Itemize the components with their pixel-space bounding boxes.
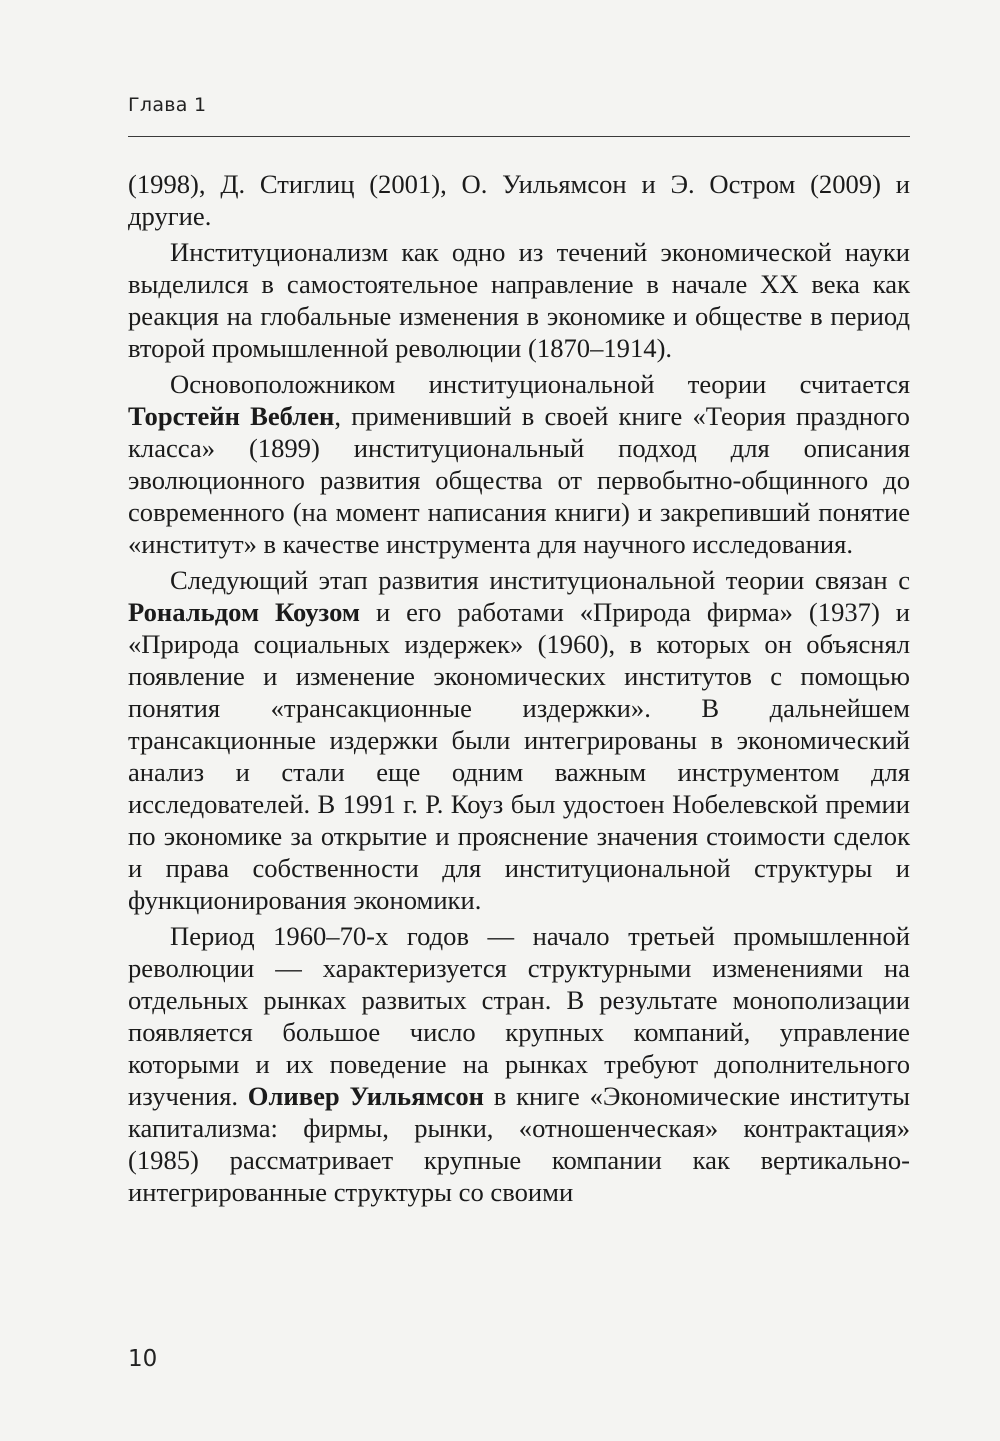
- paragraph-continuation: [128, 168, 910, 232]
- bold-name-williamson: Оливер Уильямсон: [247, 1081, 485, 1111]
- paragraph-text: (1998), Д. Стиглиц (2001), О. Уильямсон и Э. Остром (2009) и другие.: [128, 169, 910, 231]
- chapter-running-head: Глава 1: [128, 94, 207, 116]
- paragraph-text-pre: Следующий этап развития институциональной теории связан с: [170, 565, 910, 595]
- paragraph-text-post: , применивший в своей книге «Теория праздного класса» (1899) институциональный подход для описания эволюционного развития общества от первобытно-общинного до современного (на момент написания книги) и закрепивший понятие «институт» в качестве инструмента для научного исследования.: [128, 401, 910, 559]
- paragraph-text: Институционализм как одно из течений экономической науки выделился в самостоятельное направление в начале XX века как реакция на глобальные изменения в экономике и обществе в период второй промышленной революции (1870–1914).: [128, 237, 910, 363]
- bold-name-veblen: Торстейн Веблен: [128, 401, 335, 431]
- paragraph-coase: [128, 564, 910, 916]
- paragraph-williamson: [128, 920, 910, 1208]
- bold-name-coase: Рональдом Коузом: [128, 597, 360, 627]
- paragraph-text-post: в книге «Экономические институты капитализма: фирмы, рынки, «отношенческая» контрактация» (1985) рассматривает крупные компании как вертикально-интегрированные структуры со своими: [128, 1081, 910, 1207]
- paragraph-institutionalism: [128, 236, 910, 364]
- paragraph-text-pre: Основоположником институциональной теории считается: [170, 369, 910, 399]
- paragraph-text-pre: Период 1960–70-х годов — начало третьей промышленной революции — характеризуется структурными изменениями на отдельных рынках развитых стран. В результате монополизации появляется большое число крупных компаний, управление которыми и их поведение на рынках требуют дополнительного изучения.: [128, 921, 910, 1111]
- body-text: [128, 168, 910, 1212]
- header-rule: [128, 136, 910, 137]
- page-number: 10: [128, 1346, 158, 1372]
- paragraph-text-post: и его работами «Природа фирма» (1937) и «Природа социальных издержек» (1960), в которых он объяснял появление и изменение экономических институтов с помощью понятия «трансакционные издержки». В дальнейшем трансакционные издержки были интегрированы в экономический анализ и стали еще одним важным инструментом для исследователей. В 1991 г. Р. Коуз был удостоен Нобелевской премии по экономике за открытие и прояснение значения стоимости сделок и права собственности для институциональной структуры и функционирования экономики.: [128, 597, 910, 915]
- paragraph-veblen: [128, 368, 910, 560]
